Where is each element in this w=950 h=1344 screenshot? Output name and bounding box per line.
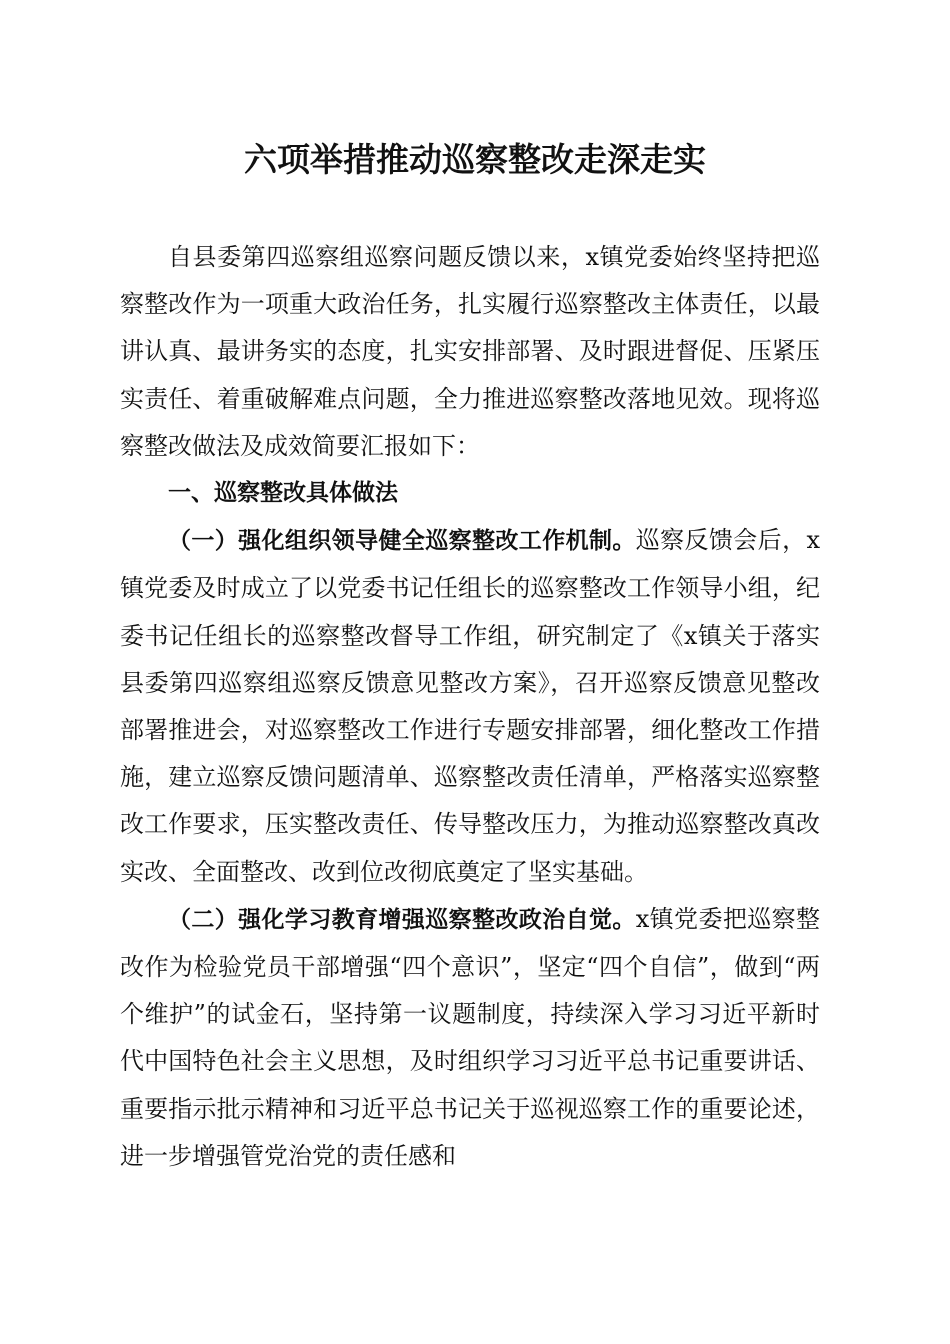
item-2-lead: （二）强化学习教育增强巡察整改政治自觉。 [168,906,636,933]
intro-paragraph: 自县委第四巡察组巡察问题反馈以来，x镇党委始终坚持把巡察整改作为一项重大政治任务，扎实履行巡察整改主体责任，以最讲认真、最讲务实的态度，扎实安排部署、及时跟进督促、压紧压实责任、着重破解难点问题，全力推进巡察整改落地见效。现将巡察整改做法及成效简要汇报如下： [120,243,820,460]
item-1-lead: （一）强化组织领导健全巡察整改工作机制。 [168,528,636,555]
section-heading: 一、巡察整改具体做法 [168,480,398,507]
item-2-body: x镇党委把巡察整改作为检验党员干部增强“四个意识”，坚定“四个自信”，做到“两个维护”的试金石，坚持第一议题制度，持续深入学习习近平新时代中国特色社会主义思想，及时组织学习习近平总书记重要讲话、重要指示批示精神和习近平总书记关于巡视巡察工作的重要论述，进一步增强管党治党的责任感和 [120,904,820,1170]
item-1-body: 巡察反馈会后，x镇党委及时成立了以党委书记任组长的巡察整改工作领导小组，纪委书记任组长的巡察整改督导工作组，研究制定了《x镇关于落实县委第四巡察组巡察反馈意见整改方案》，召开巡察反馈意见整改部署推进会，对巡察整改工作进行专题安排部署，细化整改工作措施，建立巡察反馈问题清单、巡察整改责任清单，严格落实巡察整改工作要求，压实整改责任、传导整改压力，为推动巡察整改真改实改、全面整改、改到位改彻底奠定了坚实基础。 [120,526,820,886]
item-1-paragraph [120,517,820,896]
document-title: 六项举措推动巡察整改走深走实 [244,140,706,179]
item-2-paragraph [120,896,820,1180]
document-body [120,234,820,1180]
